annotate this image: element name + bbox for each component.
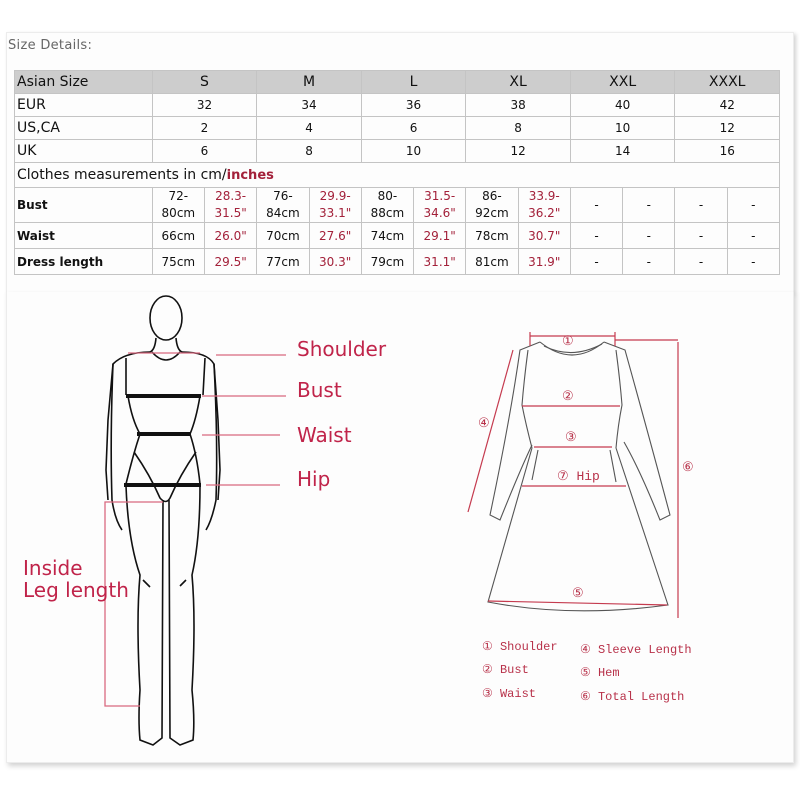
table-row-eur: [15, 94, 780, 117]
legend-label: Shoulder: [499, 640, 558, 654]
cell-cm: 75cm: [152, 249, 204, 275]
marker-hip: ⑦ Hip: [557, 469, 600, 484]
row-label: Waist: [15, 223, 153, 249]
table-row-waist: [15, 223, 780, 249]
size-l: L: [361, 71, 466, 94]
cell-cm: 81cm: [466, 249, 518, 275]
cell-cm: 79cm: [361, 249, 413, 275]
cell: -: [727, 223, 779, 249]
bust-label: Bust: [297, 378, 342, 402]
cell: -: [727, 188, 779, 223]
legend-num: ⑥: [580, 690, 591, 704]
cell: 42: [675, 94, 780, 117]
legend-num: ③: [482, 687, 493, 701]
legend-label: Total Length: [597, 690, 685, 704]
cell: -: [727, 249, 779, 275]
table-row-dress-length: [15, 249, 780, 275]
cell: 10: [570, 117, 675, 140]
cell: -: [623, 188, 675, 223]
cell-inch: 26.0": [204, 223, 256, 249]
hip-label: Hip: [297, 467, 331, 491]
cell: 8: [466, 117, 571, 140]
cell: -: [675, 188, 727, 223]
cell: 38: [466, 94, 571, 117]
size-table: [14, 70, 780, 275]
cell: 10: [361, 140, 466, 163]
legend-label: Hem: [597, 666, 620, 680]
measurements-heading: [15, 163, 780, 188]
cell-cm: 86-92cm: [466, 188, 518, 223]
row-label: US,CA: [15, 117, 153, 140]
cell: -: [623, 223, 675, 249]
cell: 6: [361, 117, 466, 140]
marker-2: ②: [562, 389, 574, 404]
cell: 12: [466, 140, 571, 163]
cell: 14: [570, 140, 675, 163]
cell-inch: 33.9-36.2": [518, 188, 570, 223]
table-row-us-ca: [15, 117, 780, 140]
cell-inch: 30.7": [518, 223, 570, 249]
cell: -: [570, 223, 622, 249]
marker-4: ④: [478, 416, 490, 431]
cell: 36: [361, 94, 466, 117]
cell: 2: [152, 117, 257, 140]
legend-num: ④: [580, 643, 591, 657]
inches-label: inches: [226, 168, 274, 183]
cell-inch: 30.3": [309, 249, 361, 275]
cell-inch: 29.5": [204, 249, 256, 275]
cell: -: [675, 223, 727, 249]
measurements-heading-text: Clothes measurements in cm/: [17, 167, 227, 183]
page-title: Size Details:: [8, 38, 93, 53]
row-label: Bust: [15, 188, 153, 223]
marker-6: ⑥: [682, 460, 694, 475]
cell: 16: [675, 140, 780, 163]
marker-5: ⑤: [572, 586, 584, 601]
cell-cm: 80-88cm: [361, 188, 413, 223]
legend-num: ①: [482, 640, 493, 654]
cell-cm: 76-84cm: [257, 188, 309, 223]
legend-label: Sleeve Length: [597, 643, 692, 657]
inside-leg-label: [23, 557, 129, 601]
measurements-heading-row: [15, 163, 780, 188]
cell-inch: 31.1": [414, 249, 466, 275]
size-s: S: [152, 71, 257, 94]
legend-label: Waist: [499, 687, 536, 701]
table-row-bust: [15, 188, 780, 223]
legend-item-total-length: [580, 689, 684, 704]
waist-label: Waist: [297, 423, 352, 447]
cell-cm: 78cm: [466, 223, 518, 249]
size-m: M: [257, 71, 362, 94]
shoulder-label: Shoulder: [297, 337, 387, 361]
cell: 8: [257, 140, 362, 163]
cell: 32: [152, 94, 257, 117]
inside-leg-line2: Leg length: [23, 578, 129, 602]
legend-item-hem: [580, 665, 620, 680]
cell-cm: 72-80cm: [152, 188, 204, 223]
size-header-row: [15, 71, 780, 94]
cell-cm: 66cm: [152, 223, 204, 249]
row-label: UK: [15, 140, 153, 163]
cell-cm: 77cm: [257, 249, 309, 275]
cell-inch: 29.9-33.1": [309, 188, 361, 223]
cell-inch: 29.1": [414, 223, 466, 249]
cell: 4: [257, 117, 362, 140]
row-label: EUR: [15, 94, 153, 117]
cell: 34: [257, 94, 362, 117]
cell-cm: 70cm: [257, 223, 309, 249]
legend-item-waist: [482, 686, 536, 701]
legend-num: ②: [482, 663, 493, 677]
cell: 6: [152, 140, 257, 163]
size-xxl: XXL: [570, 71, 675, 94]
marker-1: ①: [562, 334, 574, 349]
row-label: Dress length: [15, 249, 153, 275]
cell: -: [623, 249, 675, 275]
marker-3: ③: [565, 430, 577, 445]
legend-num: ⑤: [580, 666, 591, 680]
legend-label: Bust: [499, 663, 529, 677]
cell-inch: 28.3-31.5": [204, 188, 256, 223]
size-xxxl: XXXL: [675, 71, 780, 94]
size-xl: XL: [466, 71, 571, 94]
cell: -: [570, 188, 622, 223]
cell: 12: [675, 117, 780, 140]
cell-cm: 74cm: [361, 223, 413, 249]
cell-inch: 31.5-34.6": [414, 188, 466, 223]
cell: -: [675, 249, 727, 275]
legend-item-bust: [482, 662, 529, 677]
cell: -: [570, 249, 622, 275]
cell: 40: [570, 94, 675, 117]
inside-leg-line1: Inside: [23, 556, 83, 580]
cell-inch: 31.9": [518, 249, 570, 275]
asian-size-label: Asian Size: [15, 71, 153, 94]
legend-item-shoulder: [482, 639, 558, 654]
legend-item-sleeve-length: [580, 642, 692, 657]
cell-inch: 27.6": [309, 223, 361, 249]
table-row-uk: [15, 140, 780, 163]
